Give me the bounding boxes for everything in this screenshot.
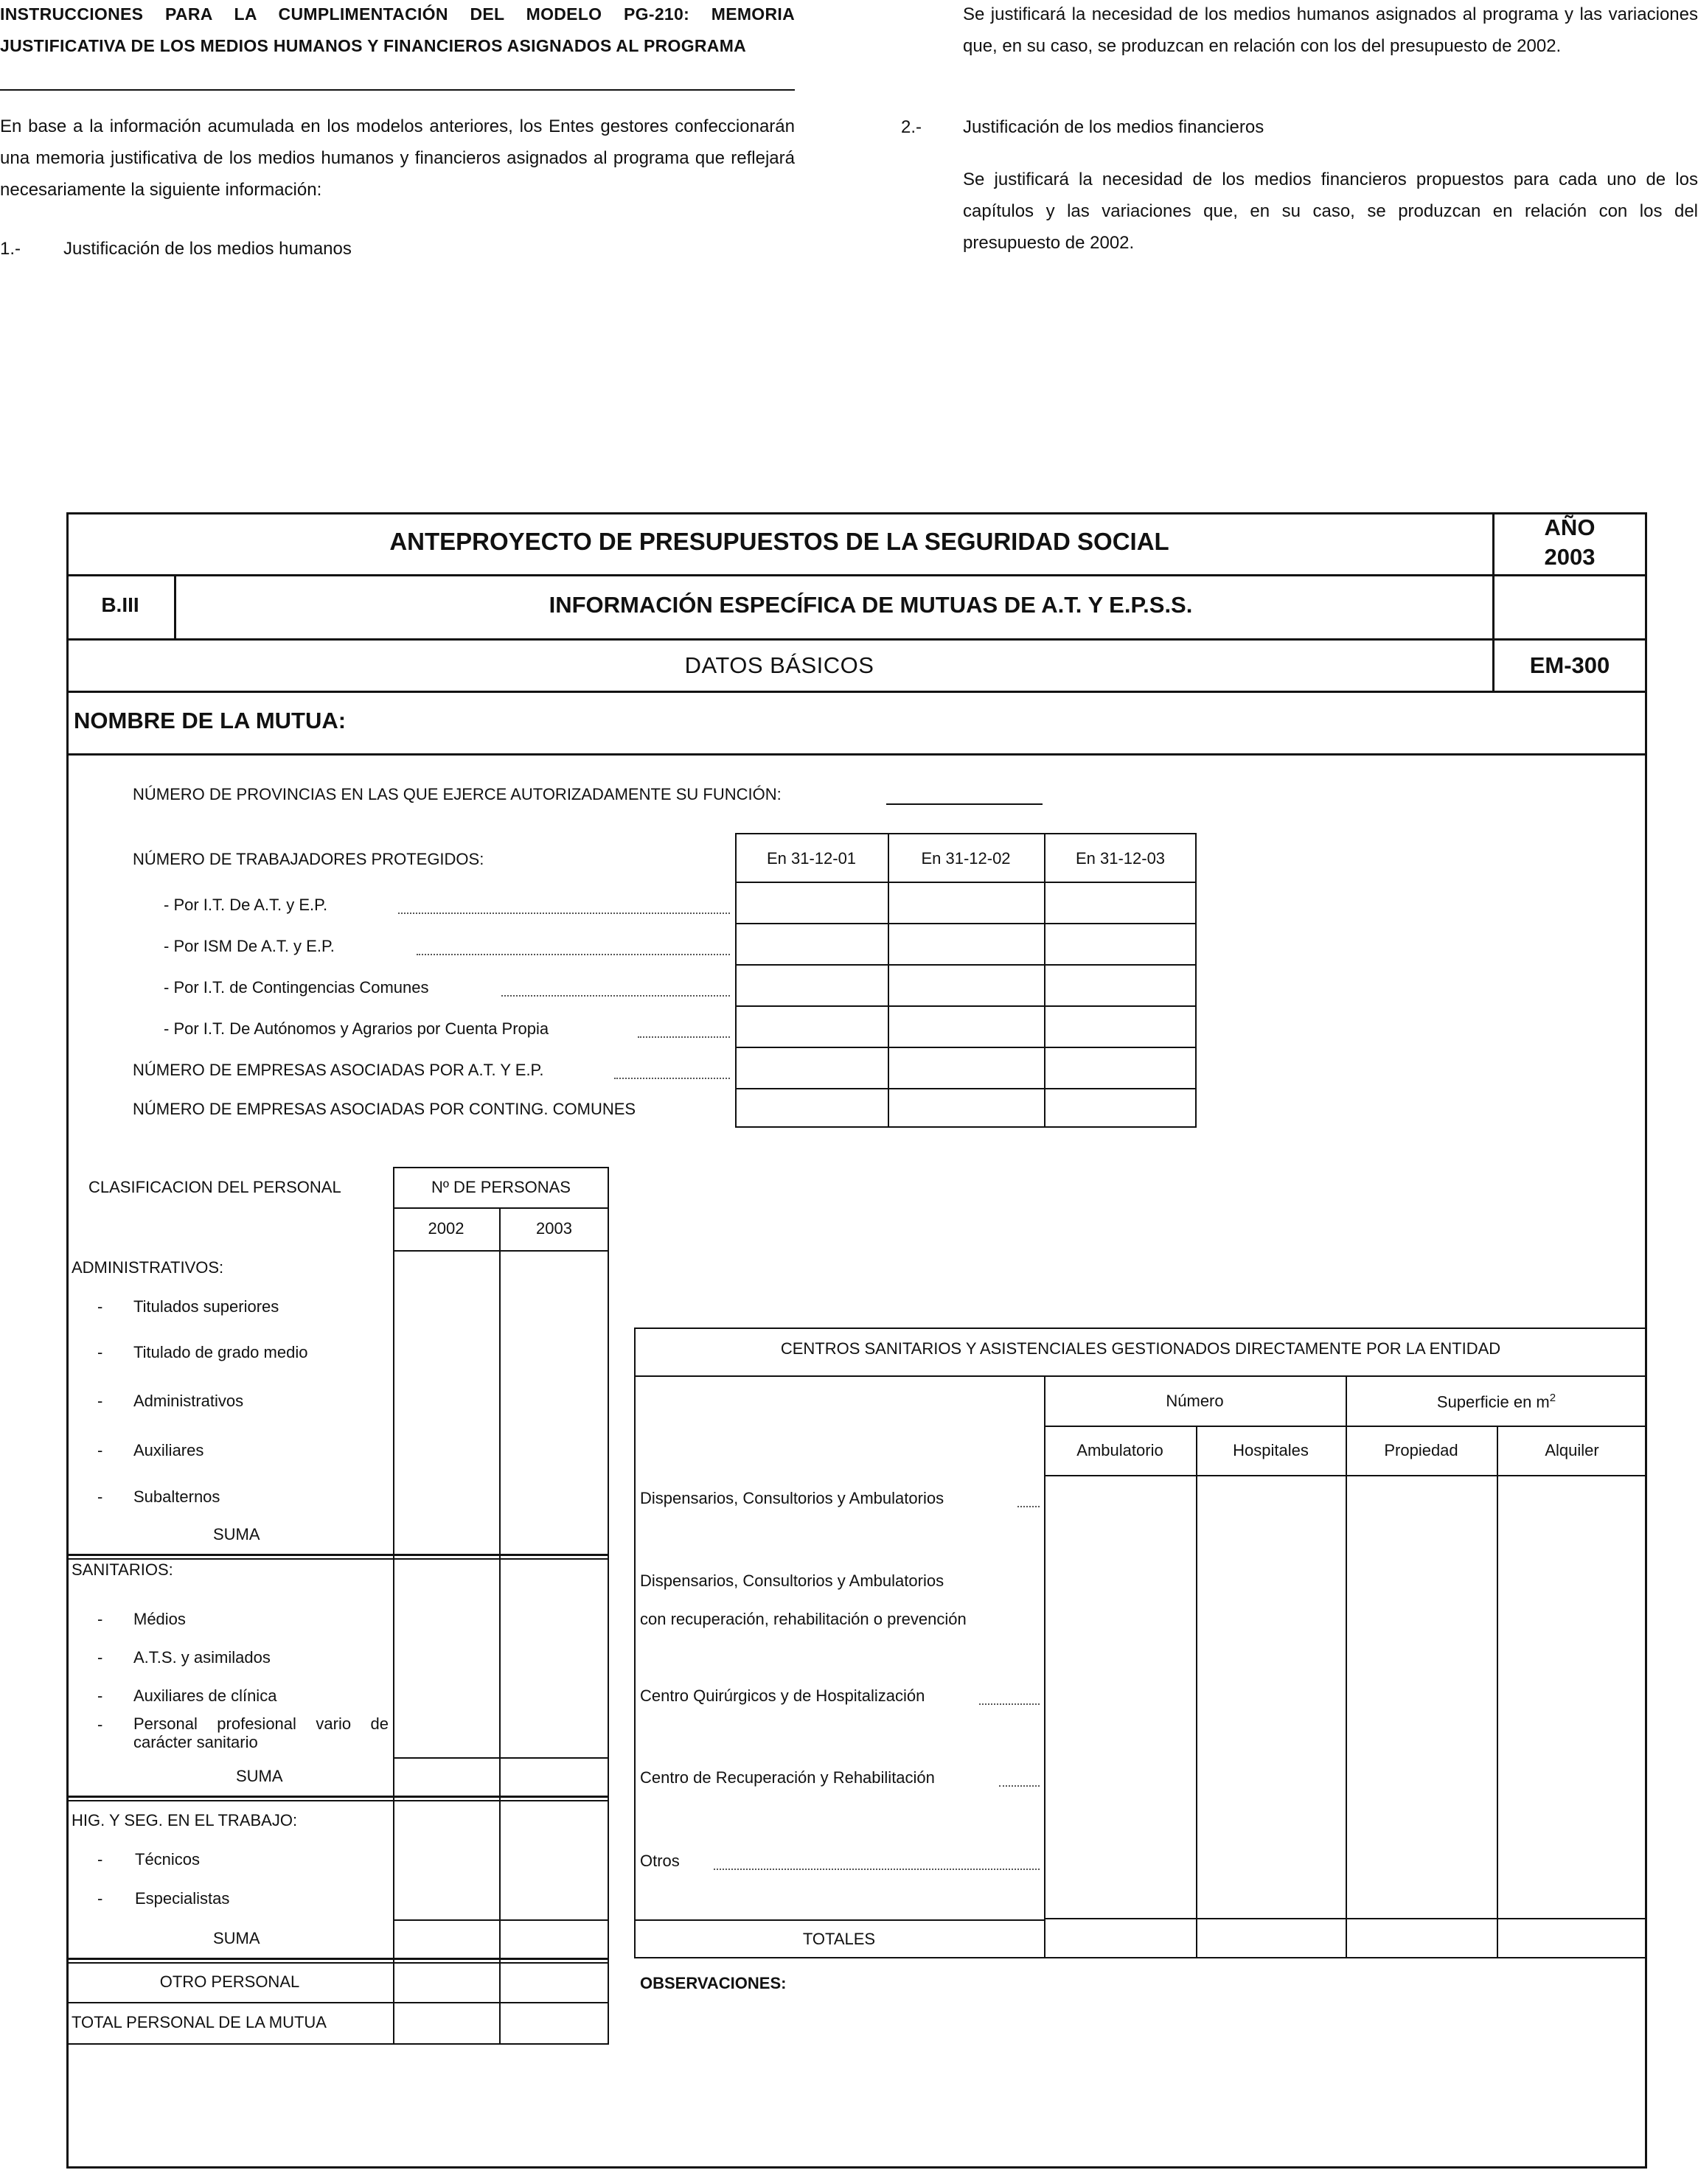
workers-row-div-1 (735, 923, 1197, 924)
workers-row-it-at: - Por I.T. De A.T. y E.P. (164, 896, 328, 914)
workers-row-ism: - Por ISM De A.T. y E.P. (164, 937, 335, 955)
sanitary-suma-rule-2 (66, 1800, 609, 1801)
sanitary-dash-2: - (97, 1648, 103, 1667)
header-rule-1 (66, 574, 1647, 576)
sanitary-item-ats: A.T.S. y asimilados (133, 1648, 271, 1667)
year-label: AÑO (1544, 514, 1596, 540)
admin-dash-2: - (97, 1343, 103, 1361)
staff-header-rule (393, 1207, 609, 1209)
admin-dash-5: - (97, 1487, 103, 1506)
admin-dash-1: - (97, 1297, 103, 1316)
admin-dash-3: - (97, 1392, 103, 1410)
hig-suma: SUMA (213, 1929, 260, 1947)
admin-item-subalternos: Subalternos (133, 1487, 220, 1506)
hig-item-tecnicos: Técnicos (135, 1850, 201, 1869)
total-staff-label: TOTAL PERSONAL DE LA MUTUA (72, 2013, 327, 2031)
workers-row-empresas-at-leader (614, 1078, 730, 1079)
workers-row-autonomos-leader (638, 1036, 730, 1038)
centers-superficie-text: Superficie en m (1436, 1392, 1550, 1412)
admin-item-administrativos: Administrativos (133, 1392, 244, 1410)
centers-col-propiedad: Propiedad (1384, 1441, 1458, 1459)
workers-row-it-cc-leader (501, 995, 730, 997)
observations-label: OBSERVACIONES: (640, 1974, 787, 1992)
centers-num-super-divider (1346, 1375, 1347, 1958)
workers-row-autonomos: - Por I.T. De Autónomos y Agrarios por Cuenta Propia (164, 1019, 549, 1038)
provinces-label: NÚMERO DE PROVINCIAS EN LAS QUE EJERCE AUTORIZADAMENTE SU FUNCIÓN: (133, 785, 782, 803)
sanitary-dash-3: - (97, 1686, 103, 1705)
form-subtitle: DATOS BÁSICOS (684, 652, 874, 678)
staff-col-right (608, 1252, 609, 2044)
centers-title: CENTROS SANITARIOS Y ASISTENCIALES GESTIONADOS DIRECTAMENTE POR LA ENTIDAD (780, 1339, 1501, 1358)
staff-year-2002: 2002 (428, 1219, 464, 1238)
other-staff-rule (66, 2002, 609, 2003)
sanitary-dash-1: - (97, 1610, 103, 1628)
centers-col-ambulatorio: Ambulatorio (1076, 1441, 1163, 1459)
staff-year-divider (499, 1207, 501, 2044)
centers-row-dispensarios-leader (1017, 1506, 1040, 1507)
other-staff-label: OTRO PERSONAL (159, 1972, 300, 1991)
workers-row-ism-leader (417, 954, 730, 955)
workers-row-div-5 (735, 1088, 1197, 1089)
staff-year-2003: 2003 (536, 1219, 572, 1238)
sanitary-item-aux-clinica: Auxiliares de clínica (133, 1686, 277, 1705)
hig-suma-rule-2 (66, 1962, 609, 1964)
admin-dash-4: - (97, 1441, 103, 1459)
centers-col-alquiler: Alquiler (1545, 1441, 1599, 1459)
centers-table (634, 1328, 1647, 1958)
admin-item-grado-medio: Titulado de grado medio (133, 1343, 308, 1361)
header-rule-4 (66, 753, 1647, 756)
instructions-title: INSTRUCCIONES PARA LA CUMPLIMENTACIÓN DEL MODELO PG-210: MEMORIA JUSTIFICATIVA DE LOS MEDIOS HUMANOS Y FINANCIEROS ASIGNADOS AL PROGRAMA (0, 4, 795, 55)
workers-col-div-1 (888, 833, 889, 1128)
centers-row-dispensarios: Dispensarios, Consultorios y Ambulatorios (640, 1489, 944, 1507)
staff-header-label: CLASIFICACION DEL PERSONAL (88, 1178, 341, 1196)
workers-row-it-at-leader (398, 913, 730, 914)
admin-item-titulados: Titulados superiores (133, 1297, 279, 1316)
centers-subheader-rule (1044, 1475, 1647, 1476)
centers-row-recuperacion: Centro de Recuperación y Rehabilitación (640, 1768, 935, 1787)
workers-col-div-2 (1044, 833, 1045, 1128)
workers-row-div-4 (735, 1047, 1197, 1048)
centers-totals-label: TOTALES (802, 1930, 876, 1948)
sanitary-label: SANITARIOS: (72, 1560, 173, 1579)
form-title: ANTEPROYECTO DE PRESUPUESTOS DE LA SEGURIDAD SOCIAL (389, 528, 1169, 555)
admin-suma-rule-2 (66, 1558, 609, 1560)
hig-dash-1: - (97, 1850, 103, 1869)
workers-row-empresas-cc: NÚMERO DE EMPRESAS ASOCIADAS POR CONTING. COMUNES (133, 1100, 636, 1118)
workers-row-div-3 (735, 1005, 1197, 1007)
workers-row-div-2 (735, 964, 1197, 966)
centers-row-dispensarios-rec-2: con recuperación, rehabilitación o prevención (640, 1610, 967, 1628)
centers-amb-hosp-divider (1196, 1426, 1197, 1958)
sanitary-suma-rule (66, 1796, 609, 1798)
admin-item-auxiliares: Auxiliares (133, 1441, 204, 1459)
centers-totals-rule-left (634, 1919, 1044, 1921)
instructions-title-rule (0, 89, 795, 91)
instructions-intro: En base a la información acumulada en los modelos anteriores, los Entes gestores confeccionarán una memoria justificativa de los medios humanos y financieros asignados al programa que reflejará necesariamente la siguiente información: (0, 116, 795, 200)
centers-superficie-label (1346, 1392, 1647, 1412)
item2-number: 2.- (901, 117, 922, 137)
centers-row-otros-leader (714, 1869, 1040, 1870)
admin-suma-rule (66, 1554, 609, 1556)
hig-suma-top-rule (393, 1919, 609, 1921)
admin-suma: SUMA (213, 1525, 260, 1543)
provinces-input-line[interactable] (886, 803, 1043, 805)
centers-row-quirurgicos: Centro Quirúrgicos y de Hospitalización (640, 1686, 925, 1705)
workers-table (735, 833, 1197, 1128)
hig-item-especialistas: Especialistas (135, 1889, 230, 1908)
workers-col-2001: En 31-12-01 (766, 849, 857, 868)
staff-col-left (393, 1252, 394, 2044)
item1-title: Justificación de los medios humanos (63, 239, 352, 259)
centers-title-rule (634, 1375, 1647, 1377)
section-title: INFORMACIÓN ESPECÍFICA DE MUTUAS DE A.T. Y E.P.S.S. (549, 592, 1193, 618)
mutua-name-label: NOMBRE DE LA MUTUA: (74, 708, 347, 733)
staff-persons-label: Nº DE PERSONAS (431, 1178, 571, 1196)
header-rule-2 (66, 638, 1647, 641)
workers-row-it-cc: - Por I.T. de Contingencias Comunes (164, 978, 429, 997)
centers-label-divider (1044, 1375, 1045, 1958)
centers-row-recuperacion-leader (999, 1785, 1040, 1787)
item1-number: 1.- (0, 239, 21, 259)
centers-col-hospitales: Hospitales (1233, 1441, 1309, 1459)
centers-header-rule (1044, 1426, 1647, 1427)
sanitary-item-personal-vario: Personal profesional vario de carácter sanitario (133, 1714, 389, 1751)
year-value: 2003 (1544, 544, 1596, 570)
item2-title: Justificación de los medios financieros (963, 117, 1264, 137)
hig-label: HIG. Y SEG. EN EL TRABAJO: (72, 1811, 298, 1829)
centers-totals-rule (1044, 1918, 1647, 1919)
workers-label: NÚMERO DE TRABAJADORES PROTEGIDOS: (133, 850, 484, 868)
sanitary-dash-4: - (97, 1715, 103, 1734)
hig-dash-2: - (97, 1889, 103, 1908)
sanitary-suma: SUMA (236, 1767, 283, 1785)
workers-col-2003: En 31-12-03 (1075, 849, 1166, 868)
form-code: EM-300 (1529, 652, 1610, 678)
centers-row-quirurgicos-leader (979, 1703, 1040, 1705)
centers-prop-alq-divider (1497, 1426, 1498, 1958)
hig-suma-rule (66, 1958, 609, 1960)
item1-text: Se justificará la necesidad de los medios humanos asignados al programa y las variaciones que, en su caso, se produzcan en relación con los del presupuesto de 2002. (963, 4, 1698, 56)
workers-col-2002: En 31-12-02 (921, 849, 1011, 868)
section-code: B.III (101, 593, 139, 616)
centers-row-otros: Otros (640, 1852, 680, 1870)
workers-row-div-0 (735, 882, 1197, 883)
workers-row-empresas-at: NÚMERO DE EMPRESAS ASOCIADAS POR A.T. Y E.P. (133, 1061, 544, 1079)
centers-row-dispensarios-rec-1: Dispensarios, Consultorios y Ambulatorios (640, 1571, 944, 1590)
sanitary-item-medicos: Médios (133, 1610, 186, 1628)
item2-text: Se justificará la necesidad de los medios financieros propuestos para cada uno de los capítulos y las variaciones que, en su caso, se produzcan en relación con los del presupuesto de 2002. (963, 170, 1698, 253)
centers-superficie-sup: 2 (1549, 1392, 1556, 1404)
centers-numero-label: Número (1166, 1392, 1224, 1410)
total-staff-rule (66, 2043, 609, 2045)
header-rule-3 (66, 691, 1647, 693)
admin-label: ADMINISTRATIVOS: (72, 1258, 224, 1277)
sanitary-suma-top-rule (393, 1757, 609, 1759)
